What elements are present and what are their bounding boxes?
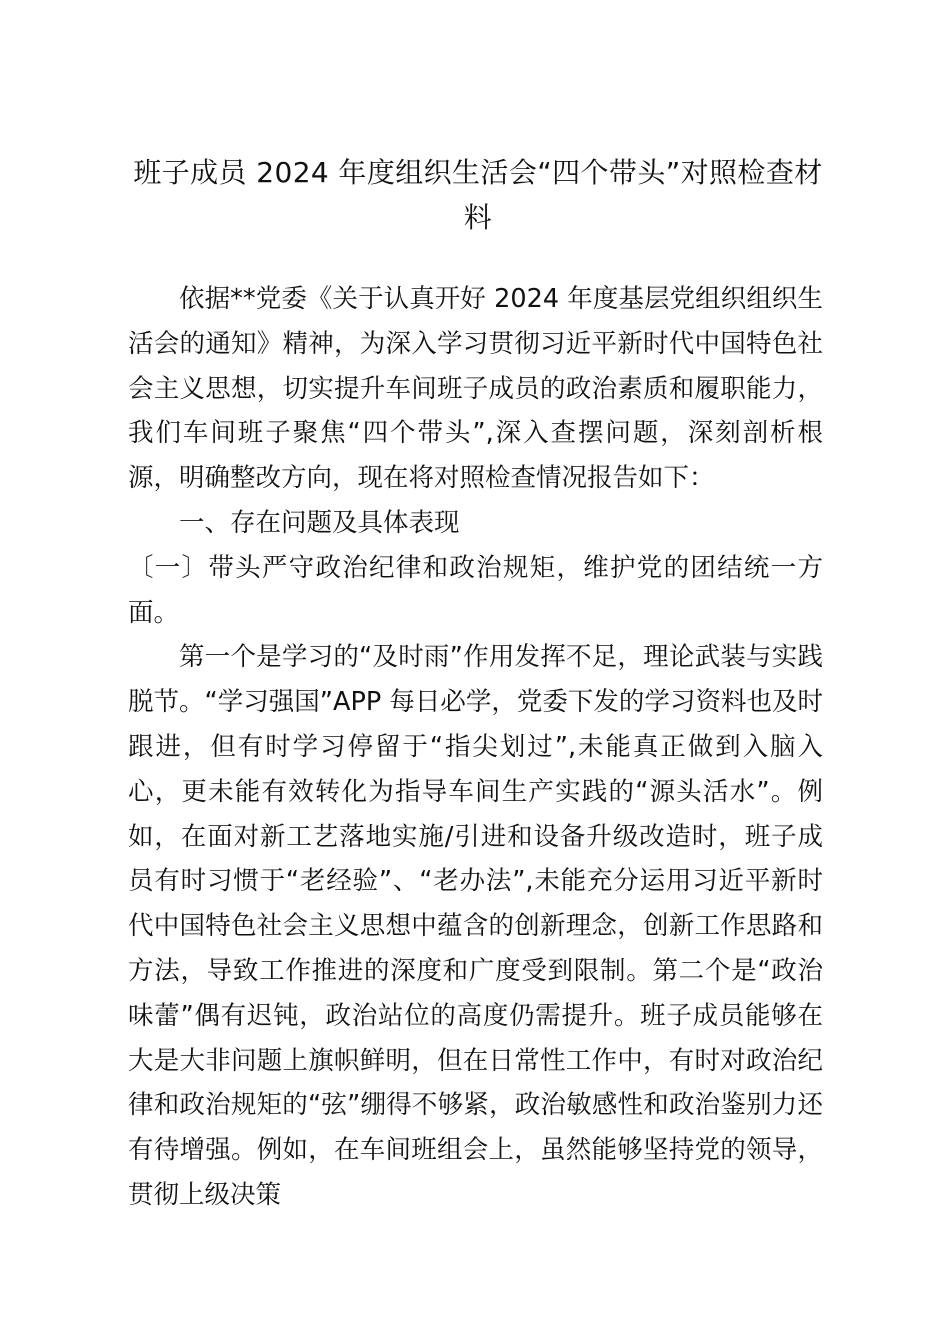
document-body: [128, 277, 823, 1218]
subsection-heading: 〔一〕带头严守政治纪律和政治规矩，维护党的团结统一方面。: [128, 552, 823, 628]
intro-paragraph: 依据**党委《关于认真开好 2024 年度基层党组织组织生活会的通知》精神，为深入学习贯彻习近平新时代中国特色社会主义思想，切实提升车间班子成员的政治素质和履职能力，我们车间班子聚焦“四个带头”,深入查摆问题，深刻剖析根源，明确整改方向，现在将对照检查情况报告如下：: [128, 284, 823, 494]
body-paragraph: 第一个是学习的“及时雨”作用发挥不足，理论武装与实践脱节。“学习强国”APP 每日必学，党委下发的学习资料也及时跟进，但有时学习停留于“指尖划过”,未能真正做到入脑入心，更未能有效转化为指导车间生产实践的“源头活水”。例如，在面对新工艺落地实施/引进和设备升级改造时，班子成员有时习惯于“老经验”、“老办法”,未能充分运用习近平新时代中国特色社会主义思想中蕴含的创新理念，创新工作思路和方法，导致工作推进的深度和广度受到限制。第二个是“政治味蕾”偶有迟钝，政治站位的高度仍需提升。班子成员能够在大是大非问题上旗帜鲜明，但在日常性工作中，有时对政治纪律和政治规矩的“弦”绷得不够紧，政治敏感性和政治鉴别力还有待增强。例如，在车间班组会上，虽然能够坚持党的领导，贯彻上级决策: [128, 642, 823, 1210]
section-heading: 一、存在问题及具体表现: [179, 507, 460, 538]
document-title: 班子成员 2024 年度组织生活会“四个带头”对照检查材料: [133, 156, 823, 234]
